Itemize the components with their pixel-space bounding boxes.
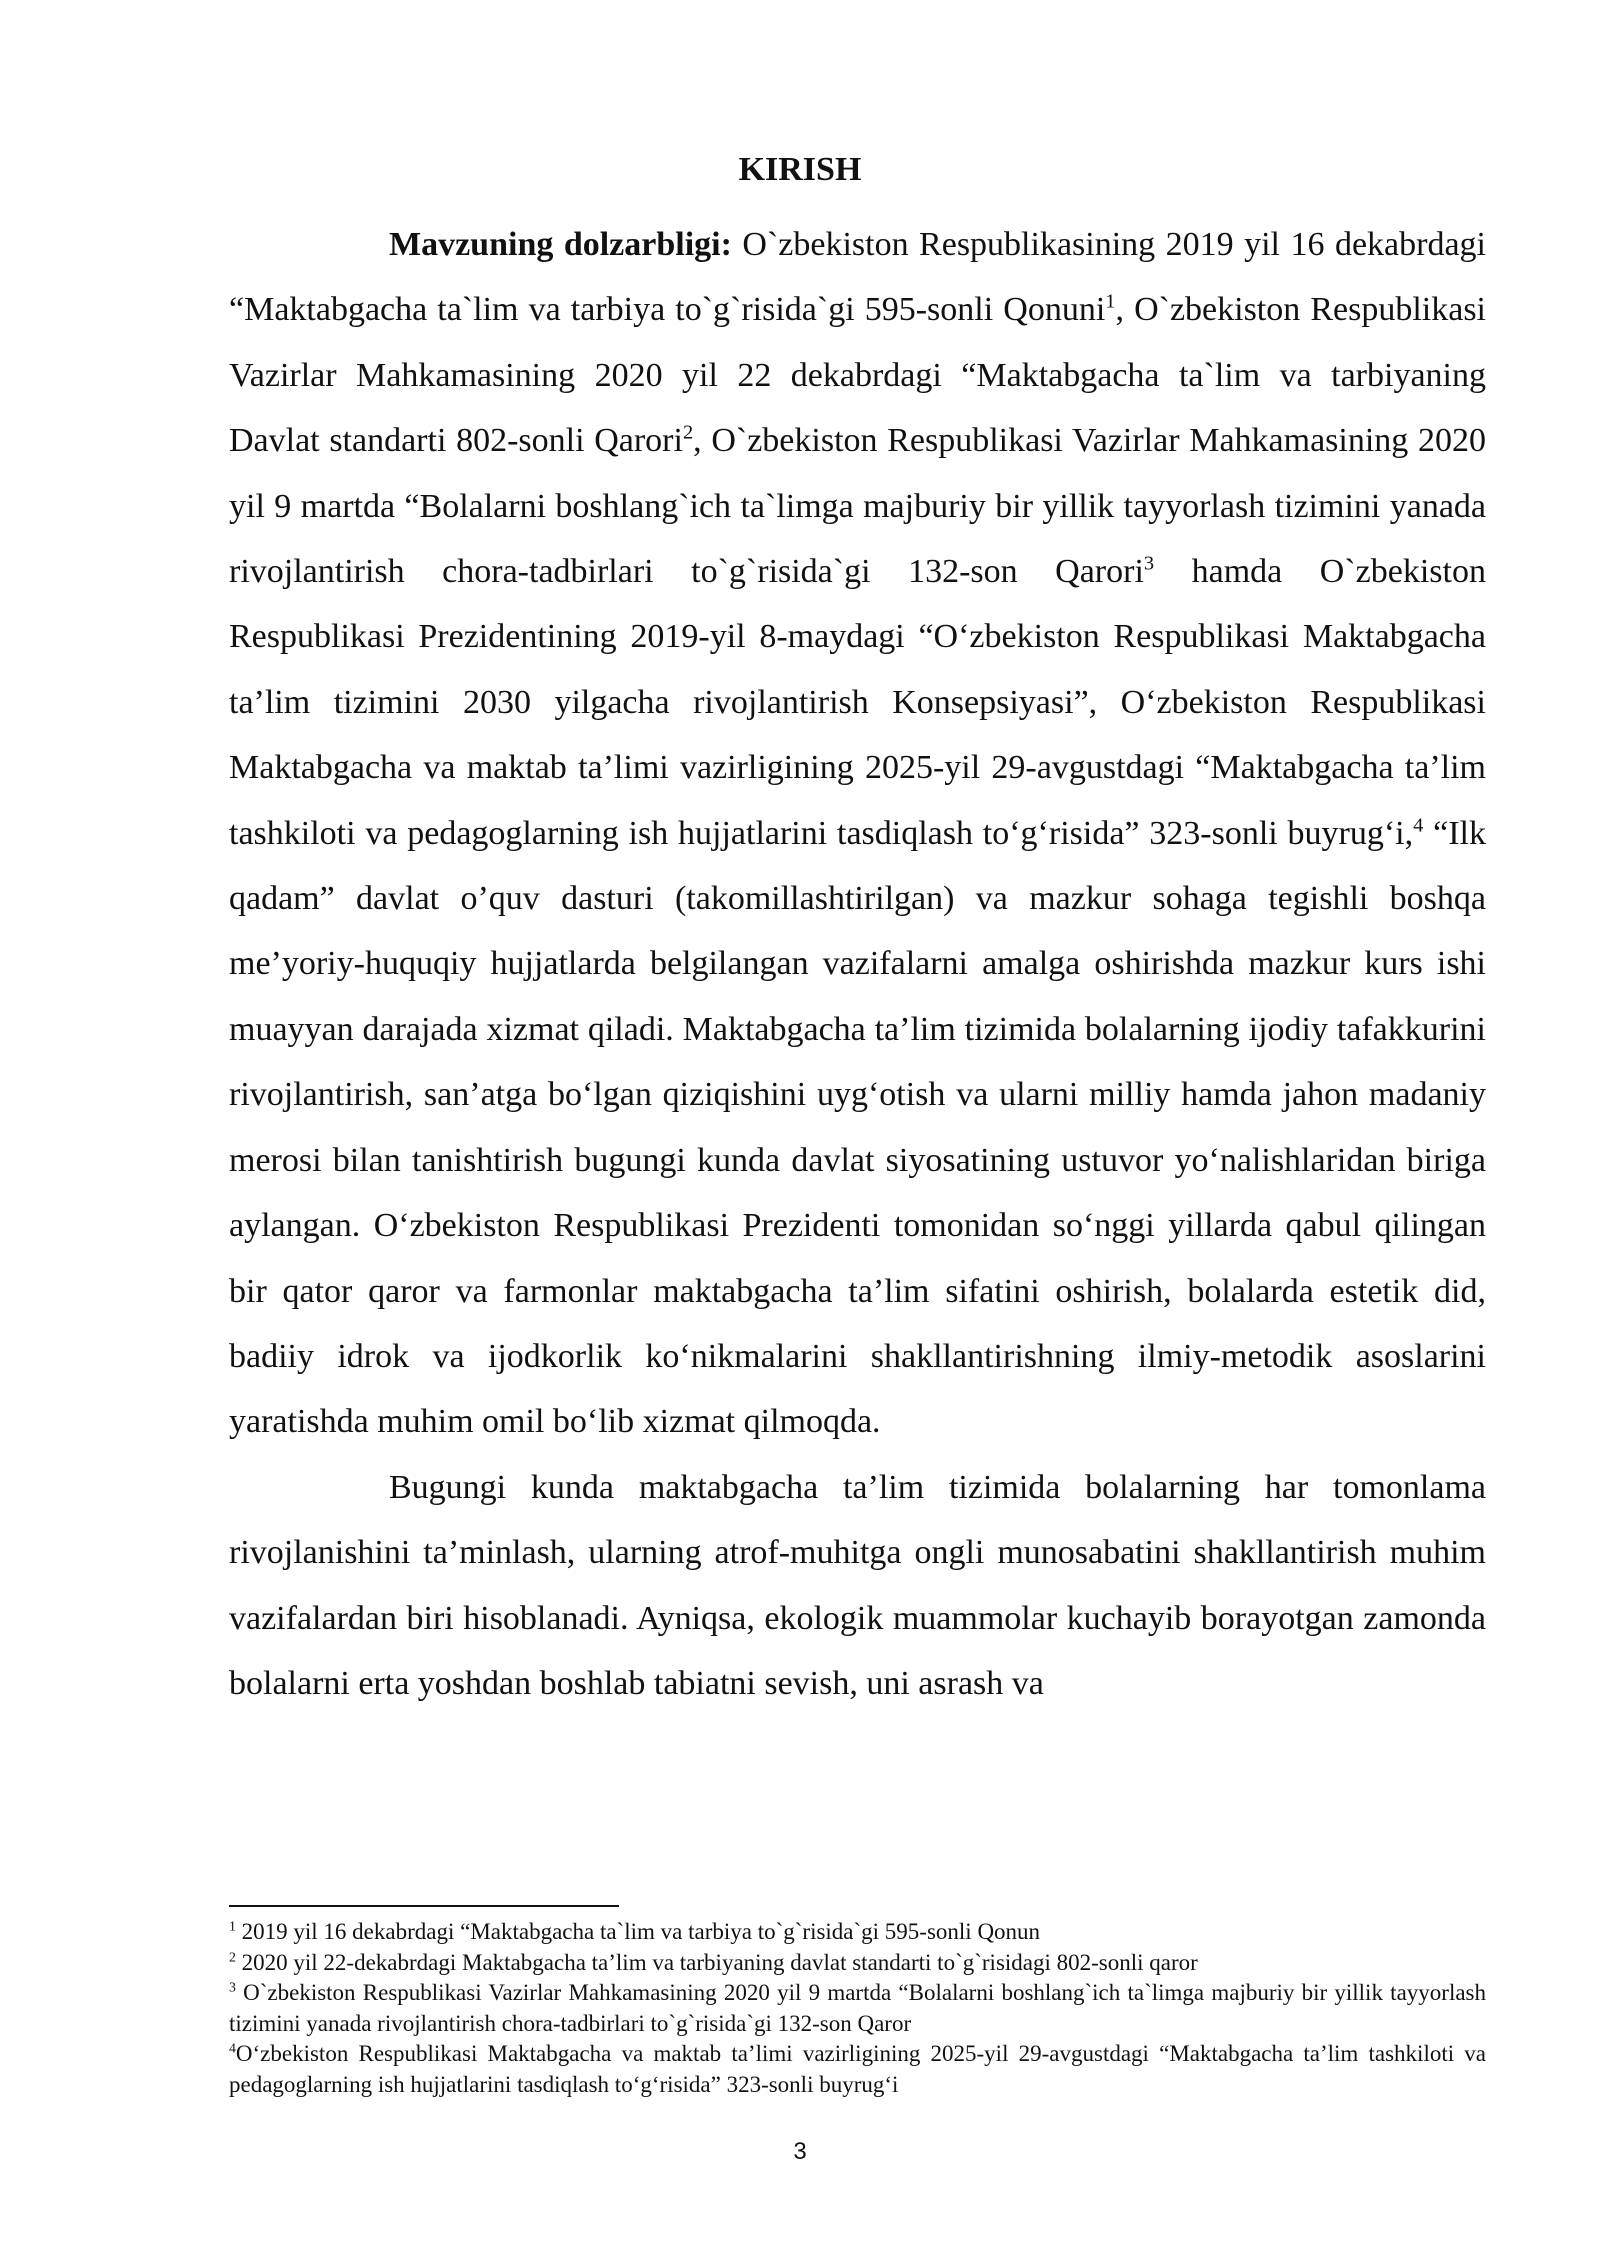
footnote — [229, 2039, 1486, 2100]
page-number: 3 — [793, 2138, 807, 2165]
footnote-mark: 1 — [229, 1918, 236, 1934]
footnote — [229, 1948, 1486, 1979]
footnote-ref[interactable]: 3 — [1143, 552, 1155, 575]
footnote-ref[interactable]: 2 — [682, 421, 694, 444]
paragraph-today: Bugungi kunda maktabgacha ta’lim tizimida bolalarning har tomonlama rivojlanishini ta’minlash, ularning atrof-muhitga ongli munosabatini shakllantirish muhim vazifalardan biri hisoblanadi. Ayniqsa, ekologik muammolar kuchayib borayotgan zamonda bolalarni erta yoshdan boshlab tabiatni sevish, uni asrash va — [229, 1468, 1486, 1702]
paragraph-text: hamda O`zbekiston Respublikasi Prezidentining 2019-yil 8-maydagi “O‘zbekiston Respublikasi Maktabgacha ta’lim tizimini 2030 yilgacha rivojlantirish Konsepsiyasi”, O‘zbekiston Respublikasi Maktabgacha va maktab ta’limi vazirligining 2025-yil 29-avgustdagi “Maktabgacha ta’lim tashkiloti va pedagoglarning ish hujjatlarini tasdiqlash to‘g‘risida” 323-sonli buyrug‘i, — [229, 553, 1486, 852]
footnotes — [229, 1917, 1486, 2100]
relevance-lead: Mavzuning dolzarbligi: — [389, 226, 732, 263]
paragraph-relevance — [229, 212, 1486, 1455]
paragraph-text: O`zbekiston Respublikasining 2019 yil 16 dekabrdagi “Maktabgacha ta`lim va tarbiya to`g`risida`gi 595-sonli Qonuni — [229, 226, 1486, 329]
paragraph-text: “Ilk qadam” davlat o’quv dasturi (takomillashtirilgan) va mazkur sohaga tegishli boshqa me’yoriy-huquqiy hujjatlarda belgilangan vazifalarni amalga oshirishda mazkur kurs ishi muayyan darajada xizmat qiladi. Maktabgacha ta’lim tizimida bolalarning ijodiy tafakkurini rivojlantirish, san’atga bo‘lgan qiziqishini uyg‘otish va ularni milliy hamda jahon madaniy merosi bilan tanishtirish bugungi kunda davlat siyosatining ustuvor yo‘nalishlaridan biriga aylangan. O‘zbekiston Respublikasi Prezidenti tomonidan so‘nggi yillarda qabul qilingan bir qator qaror va farmonlar maktabgacha ta’lim sifatini oshirish, bolalarda estetik did, badiiy idrok va ijodkorlik ko‘nikmalarini shakllantirishning ilmiy-metodik asoslarini yaratishda muhim omil bo‘lib xizmat qilmoqda. — [229, 814, 1487, 1441]
footnote-text: O`zbekiston Respublikasi Vazirlar Mahkamasining 2020 yil 9 martda “Bolalarni boshlang`ich ta`limga majburiy bir yillik tayyorlash tizimini yanada rivojlantirish chora-tadbirlari to`g`risida`gi 132-son Qaror — [229, 1980, 1486, 2036]
footnote-separator — [229, 1905, 619, 1907]
footnote-ref[interactable]: 4 — [1413, 814, 1424, 837]
paragraph-text: , O`zbekiston Respublikasi Vazirlar Mahkamasining 2020 yil 9 martda “Bolalarni boshlang`ich ta`limga majburiy bir yillik tayyorlash tizimini yanada rivojlantirish chora-tadbirlari to`g`risida`gi 132-son Qarori — [229, 422, 1486, 591]
footnote-mark: 4 — [229, 2040, 236, 2056]
footnote — [229, 1917, 1486, 1948]
body-text — [229, 212, 1486, 1716]
footnote-text: 2020 yil 22-dekabrdagi Maktabgacha ta’lim va tarbiyaning davlat standarti to`g`risidagi 802-sonli qaror — [235, 1949, 1198, 1975]
footnote-ref[interactable]: 1 — [1105, 291, 1116, 314]
footnote-text: 2019 yil 16 dekabrdagi “Maktabgacha ta`lim va tarbiya to`g`risida`gi 595-sonli Qonun — [235, 1919, 1041, 1944]
section-heading: KIRISH — [738, 151, 862, 188]
paragraph-text: , O`zbekiston Respublikasi Vazirlar Mahkamasining 2020 yil 22 dekabrdagi “Maktabgacha ta`lim va tarbiyaning Davlat standarti 802-sonli Qarori — [229, 291, 1486, 460]
footnote — [229, 1978, 1486, 2039]
footnote-text: O‘zbekiston Respublikasi Maktabgacha va maktab ta’limi vazirligining 2025-yil 29-avgustdagi “Maktabgacha ta’lim tashkiloti va pedagoglarning ish hujjatlarini tasdiqlash to‘g‘risida” 323-sonli buyrug‘i — [229, 2041, 1486, 2097]
footnote-mark: 3 — [229, 1979, 236, 1995]
footnote-mark: 2 — [229, 1948, 236, 1964]
